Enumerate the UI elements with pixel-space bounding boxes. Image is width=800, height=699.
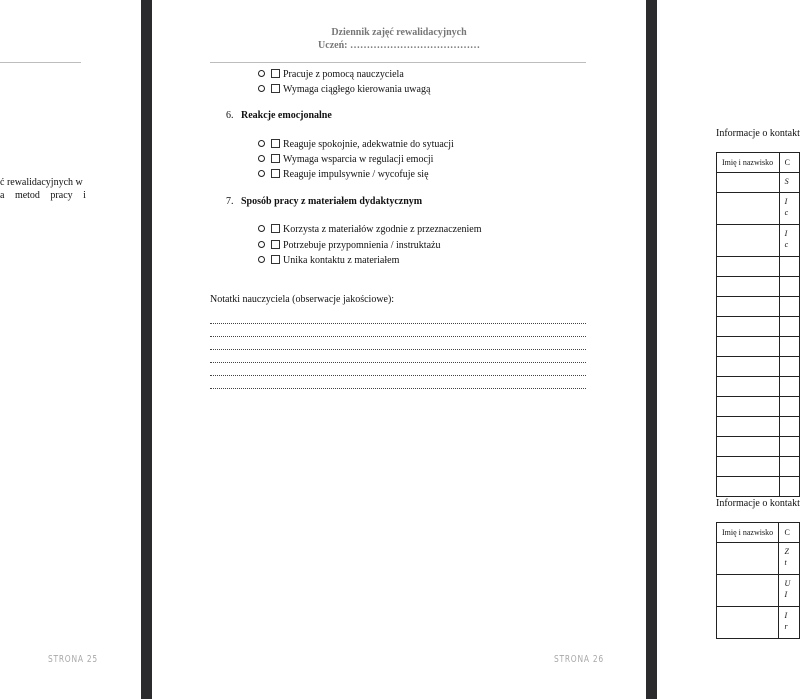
header-rule [210,62,586,63]
student-field: Uczeń: ………………………………… [318,40,480,51]
checkbox-icon[interactable] [271,169,280,178]
notes-line[interactable] [210,362,586,363]
section-heading-7: 7. Sposób pracy z materiałem dydaktycznym [226,196,423,207]
bullet-icon [258,170,265,177]
checkbox-icon[interactable] [271,240,280,249]
table-header-name: Imię i nazwisko [717,153,780,173]
notes-label: Notatki nauczyciela (obserwacje jakościowe): [210,294,395,305]
bullet-icon [258,241,265,248]
bullet-icon [258,140,265,147]
contact-info-label-2: Informacje o kontakt [716,498,800,509]
checklist-item[interactable]: Potrzebuje przypomnienia / instruktażu [258,240,440,251]
checklist-item[interactable]: Pracuje z pomocą nauczyciela [258,69,404,80]
checkbox-icon[interactable] [271,154,280,163]
page-number: STRONA 26 [554,654,604,665]
checkbox-icon[interactable] [271,69,280,78]
bullet-icon [258,85,265,92]
bullet-icon [258,256,265,263]
table-header-name: Imię i nazwisko [717,523,779,543]
bullet-icon [258,155,265,162]
checklist-item[interactable]: Reaguje impulsywnie / wycofuje się [258,169,429,180]
contact-table-2: Imię i nazwisko C Z t U I I r [716,522,800,639]
table-header-cell: C [779,153,799,173]
checkbox-icon[interactable] [271,224,280,233]
checklist-item[interactable]: Unika kontaktu z materiałem [258,255,399,266]
left-page [0,0,141,699]
checkbox-icon[interactable] [271,84,280,93]
contact-table: Imię i nazwisko C S I c I c [716,152,800,497]
checkbox-icon[interactable] [271,255,280,264]
page-number: STRONA 25 [48,654,98,665]
checklist-item[interactable]: Reaguje spokojnie, adekwatnie do sytuacji [258,139,454,150]
checklist-item[interactable]: Wymaga ciągłego kierowania uwagą [258,84,430,95]
bullet-icon [258,70,265,77]
left-text-line-1: ć rewalidacyjnych w [0,177,83,188]
notes-line[interactable] [210,336,586,337]
contact-info-label: Informacje o kontakt [716,128,800,139]
checkbox-icon[interactable] [271,139,280,148]
middle-page [152,0,646,699]
header-rule [0,62,81,63]
table-header-cell: C [779,523,800,543]
bullet-icon [258,225,265,232]
checklist-item[interactable]: Korzysta z materiałów zgodnie z przeznaczeniem [258,224,482,235]
right-page [657,0,800,699]
checklist-item[interactable]: Wymaga wsparcia w regulacji emocji [258,154,433,165]
notes-line[interactable] [210,388,586,389]
notes-line[interactable] [210,349,586,350]
notes-line[interactable] [210,375,586,376]
left-text-line-2: a metod pracy i [0,190,86,201]
notes-line[interactable] [210,323,586,324]
section-heading-6: 6. Reakcje emocjonalne [226,110,332,121]
document-title: Dziennik zajęć rewalidacyjnych [331,27,467,38]
